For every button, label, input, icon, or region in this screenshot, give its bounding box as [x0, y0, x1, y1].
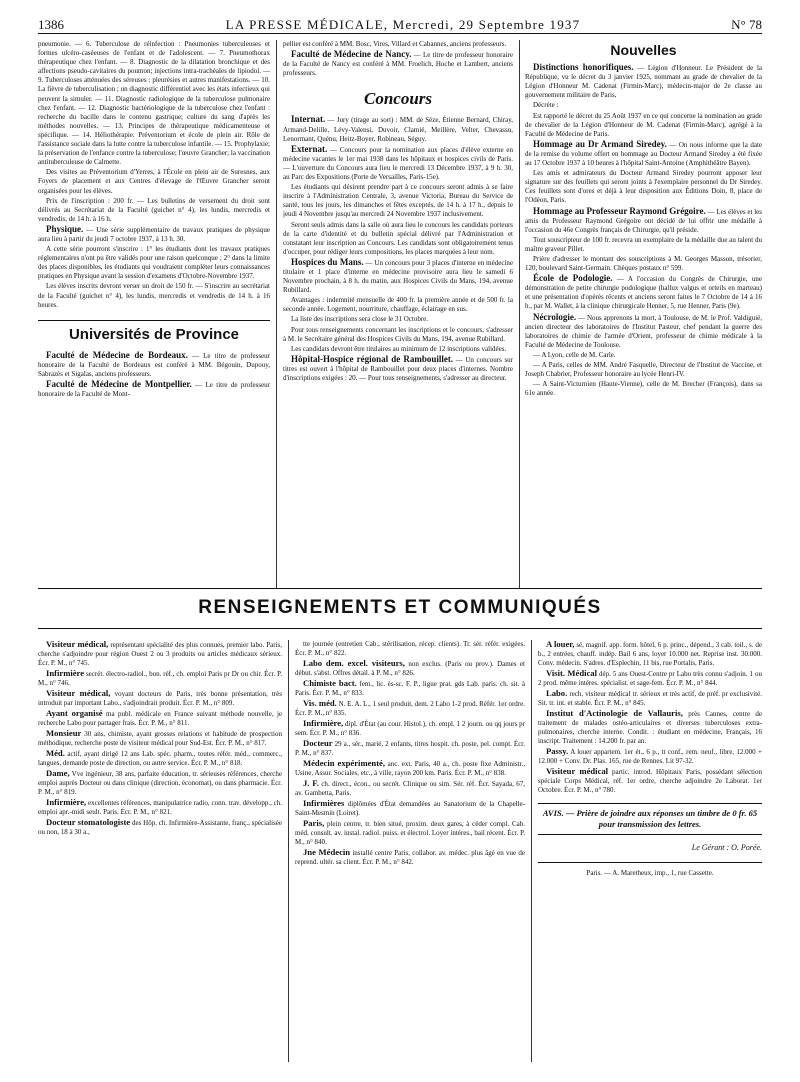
- issue-number: N° 78: [731, 17, 762, 32]
- classified-ad: [38, 729, 282, 748]
- ad-text: 30 ans, chimiste, ayant grosses relations et habitude de prospection méthodique, recherche poste de visiteur médical pour Sud-Est. Écr. P. M., n° 817.: [38, 730, 282, 747]
- section-title: Nécrologie.: [533, 311, 577, 322]
- section-title: Hôpital-Hospice régional de Rambouillet.: [291, 353, 454, 364]
- paragraph: Tout souscripteur de 100 fr. recevra un exemplaire de la médaille due au talent du maître graveur Pillet.: [525, 235, 762, 253]
- paragraph: — A Saint-Victurnien (Haute-Vienne), celle de M. Brecher (François), dans sa 61e année.: [525, 380, 762, 398]
- section-text: — Un concours sur titres est ouvert à l'hôpital de Rambouillet pour deux places d'internes. Nombre d'inscriptions exigées : 20. — Pour tous renseignements, s'adresser au directeur.: [283, 355, 513, 382]
- ad-title: Vis. méd.: [303, 698, 337, 708]
- ad-text: plein centre, tr. bien situé, proxim. deux gares, à céder compl. Cab. méd. consult. av. instal. radiol. puiss. et électrol. Loyer intéres., bail récent. Écr. P. M., n° 840.: [295, 820, 525, 846]
- ad-title: Infirmière,: [46, 797, 87, 807]
- section-rule: [38, 588, 762, 589]
- section-text: — Les élèves et les amis du Professeur Raymond Grégoire ont décidé de lui offrir une médaille à l'occasion du 46e Congrès français de Chirurgie, qu'il préside.: [525, 207, 762, 234]
- paragraph: pneumonie. — 6. Tuberculose de réinfection : Pneumonies tuberculeuses et formes ulcéro-caséeuses de l'enfant et de l'adolescent. — 7. Pneumothorax thérapeutique chez l'enfant. — 8. Diagnostic de la dilatation bronchique et des affections pseudo-cavitaires du poumon; injections intra-trachéales de lipiodol. — 9. Tuberculoses atténuées des séreuses : pleurésies et autres manifestations. — 10. La fièvre de tuberculisation ; un diagnostic différentiel avec les états infectieux qui peuvent la simuler. — 11. Diagnostic radiologique de la tuberculose pulmonaire chez l'enfant. — 12. Diagnostic bactériologique de la tuberculose chez l'enfant : recherche du bacille dans le contenu gastrique; culture du sang d'après les méthodes nouvelles. — 13. Principes de thérapeutique médicamenteuse et spécifique. — 14. Héliothérapie. Préventorium et école de plein air. Rôle de l'assistance sociale dans la lutte contre la tuberculose infantile. — 15. Prophylaxie; la préservation de l'enfance contre la tuberculose; l'œuvre Grancher; la vaccination antituberculeuse de Calmette.: [38, 40, 270, 167]
- ad-text: A louer appartem. 1er ét., 6 p., tt conf., rem. neuf., libre, 12.000 + 12.000 + Conv. Dr. Plas. 165, rue de Rennes. Lit 97-32.: [538, 748, 762, 765]
- section-text: — Concours pour la nomination aux places d'élève externe en médecine vacantes le 1er mai 1938 dans les hôpitaux et hospices civils de Paris. — L'ouverture du Concours aura lieu le mercredi 13 Décembre 1937, à 9 h. 30, au Parc des Expositions (Porte de Versailles, Paris-15e).: [283, 145, 513, 182]
- classified-ad: [538, 689, 762, 708]
- column-3: [525, 40, 762, 590]
- paragraph: Pour tous renseignements concernant les inscriptions et le concours, s'adresser à M. le Secrétaire général des Hospices Civils du Mans, 194, avenue Rubillard.: [283, 325, 513, 343]
- ad-text: actif, ayant dirigé 12 ans Lab. spéc. pharm., toutes référ. méd., commerc., langues, demande poste de direction, ou autre service. Écr. P. M., n° 818.: [38, 750, 282, 767]
- paragraph: Les élèves inscrits devront verser un droit de 150 fr. — S'inscrire au secrétariat de la Faculté (guichet n° 4), les lundis, mercredis et vendredis de 14 h. à 16 heures.: [38, 282, 270, 309]
- classified-ad: [38, 769, 282, 797]
- section-distinctions: [525, 63, 762, 100]
- ad-text: Vve ingénieur, 38 ans, parfaite éducation, tr. sérieuses références, cherche emploi auprès Docteur ou dans clinique (direction, économat), ou dans pharmacie. Écr. P. M., n° 819.: [38, 770, 282, 796]
- page-header: [38, 15, 762, 34]
- paragraph: Avantages : indemnité mensuelle de 400 fr. la première année et de 500 fr. la seconde année. Logement, nourriture, chauffage, éclairage en sus.: [283, 296, 513, 314]
- classified-ad: [538, 640, 762, 668]
- section-title: Externat.: [291, 143, 328, 154]
- ad-title: Visiteur médical,: [46, 640, 109, 649]
- section-necrologie: [525, 313, 762, 350]
- section-montpellier: [38, 380, 270, 399]
- ad-text: sé, magnif. app. form. hôtel, 6 p. princ., dépend., 3 cab. toil., s. de b., 2 entrées, chauff. indép. Bail 6 ans, loyer 10.000 net. Reprise inst. 30.000. Conv. médecin. S'adres. d'Esplechin, 11 bis, rue Portalis, Paris.: [538, 641, 762, 667]
- ad-title: Passy.: [546, 746, 569, 756]
- classified-ad: [295, 759, 525, 778]
- section-text: — Le titre de professeur honoraire de la Faculté de Nancy est conféré à MM. Froelich, Hoche et Lambert, anciens professeurs.: [283, 51, 513, 78]
- section-text: — Une série supplémentaire de travaux pratiques de physique aura lieu à partir du jeudi 7 octobre 1937, à 13 h. 30.: [38, 225, 270, 243]
- ad-title: Labo.: [546, 688, 568, 698]
- column-divider: [276, 40, 277, 588]
- ad-title: A louer,: [546, 640, 575, 649]
- classified-ad: [38, 818, 282, 837]
- classified-ad: [295, 819, 525, 847]
- classified-ad: [295, 659, 525, 678]
- paragraph: La liste des inscriptions sera close le 31 Octobre.: [291, 315, 429, 324]
- classified-ad: [295, 640, 525, 658]
- classified-ad: [38, 640, 282, 668]
- concours-heading: Concours: [363, 89, 433, 109]
- ad-title: Institut d'Actinologie de Vallauris,: [546, 708, 683, 718]
- ad-title: Chimiste bact.: [303, 678, 357, 688]
- avis-notice: AVIS. — Prière de joindre aux réponses un timbre de 0 fr. 65 pour transmission des lettres.: [538, 803, 762, 835]
- section-title: Hommage au Professeur Raymond Grégoire.: [533, 205, 706, 216]
- paragraph: — A Lyon, celle de M. Carle.: [533, 350, 616, 359]
- paragraph: A cette série pourront s'inscrire : 1° les étudiants dont les travaux pratiques réglementaires n'ont pu être validés pour une raison quelconque ; 2° dans la limite des places disponibles, les étudiants qui voudraient compléter leurs connaissances pratiques en Physique avant la session d'examens d'Octobre-Novembre 1937.: [38, 245, 270, 281]
- classified-ad: [38, 689, 282, 708]
- section-text: — Le titre de professeur honoraire de la Faculté de Bordeaux est conféré à MM. Bégouin, Dupouy, Sabrazès et Sigalas, anciens professeurs.: [38, 351, 270, 378]
- classified-ad: [38, 709, 282, 728]
- ad-text: tte journée (entretien Cab., stérilisation, récep. clients). Tr. sér. référ. exigées. Écr. P. M., n° 822.: [295, 640, 525, 657]
- ad-text: ch. direct., écon., ou secrét. Clinique ou sim. Sér. réf. Écr. Sayada, 67, av. Gambetta, Paris.: [295, 780, 525, 797]
- section-title: Hospices du Mans.: [291, 256, 364, 267]
- classified-ad: [38, 798, 282, 817]
- classified-ad: [295, 679, 525, 698]
- column-1: [38, 40, 270, 590]
- classified-ad: [38, 669, 282, 688]
- section-title: Faculté de Médecine de Bordeaux.: [46, 349, 188, 360]
- ad-title: Visiteur médical: [546, 766, 609, 776]
- ad-title: Dame,: [46, 768, 70, 778]
- section-nancy: [283, 50, 513, 78]
- ads-column-3: [538, 640, 762, 1070]
- ad-title: Docteur: [303, 738, 333, 748]
- column-divider: [531, 640, 532, 1062]
- page-number: 1386: [38, 17, 64, 32]
- section-title: Internat.: [291, 114, 326, 125]
- universites-heading: Universités de Province: [38, 320, 270, 339]
- ad-text: 29 a., sér., marié, 2 enfants, titres hospit. ch. poste, pel. compt. Écr. P. M., n° 837.: [295, 740, 525, 757]
- paragraph: Les étudiants qui désirent prendre part à ce concours seront admis à se faire inscrire à l'Administration Centrale, 3, avenue Victoria, Bureau du Service de santé, tous les jours, les dimanches et fêtes exceptés, de 14 h. à 17 h., depuis le jeudi 4 Novembre jusqu'au mercredi 24 Novembre 1937 inclusivement.: [283, 183, 513, 219]
- section-title: Hommage au Dr Armand Siredey.: [533, 138, 667, 149]
- section-physique: [38, 225, 270, 244]
- ad-title: Infirmière: [46, 668, 85, 678]
- section-gregoire: [525, 207, 762, 235]
- ad-title: Paris,: [303, 818, 325, 828]
- ad-title: J. F.: [303, 778, 319, 788]
- ad-text: excellentes références, manipulatrice radio, conn. trav. développ., ch. emploi apr.-midi seult. Paris. Écr. P. M., n° 821.: [38, 799, 282, 816]
- ad-text: près Cannes, centre de traitement de malades ostéo-articulaires et diverses tuberculoses extra-pulmonaires, cherche interne. Condit. : étudiant en médecine, Français, 16 inscript. Traitement : 14.200 fr. par an.: [538, 710, 762, 745]
- classified-ad: [295, 739, 525, 758]
- ad-title: Visiteur médical,: [46, 688, 111, 698]
- section-title: Physique.: [46, 223, 84, 234]
- paragraph: pellier est conféré à MM. Bosc, Vires, Villard et Cabannes, anciens professeurs.: [283, 40, 507, 48]
- ad-text: installé centre Paris, collabor. av. médec. plus âgé en vue de reprend. ultér. sa client. Écr. P. M., n° 842.: [295, 849, 525, 866]
- nouvelles-heading: Nouvelles: [610, 42, 677, 58]
- column-divider: [288, 640, 289, 1062]
- classified-ad: [295, 779, 525, 798]
- classified-ad: [295, 848, 525, 867]
- classified-ad: [295, 719, 525, 738]
- ad-title: Monsieur: [46, 728, 82, 738]
- paragraph: Décrète :: [533, 101, 559, 110]
- ads-column-1: [38, 640, 282, 1070]
- section-rambouillet: [283, 355, 513, 383]
- section-externat: [283, 145, 513, 182]
- ad-text: représentant spécialité des plus connues, premier labo. Paris, cherche s'adjoindre pour région Ouest 2 ou 3 produits ou articles médicaux sérieux. Écr. P. M., n° 745.: [38, 641, 282, 667]
- ad-text: ma publ. médicale en France suivant méthode nouvelle, je recherche Labo pour partager frais. Écr. P. M., n° 811.: [38, 710, 282, 727]
- section-mans: [283, 258, 513, 295]
- ads-list: [538, 640, 762, 795]
- paragraph: — A Paris, celles de MM. André Fasquelle, Directeur de l'Institut de Vaccine, et Joseph Chabrier, Professeur honoraire au lycée Henri-IV.: [525, 361, 762, 379]
- paragraph: Des visites au Préventorium d'Yerres, à l'École en plein air de Suresnes, aux Foyers de placement et aux Centres d'élevage de l'Œuvre Grancher seront organisées pour les élèves.: [38, 168, 270, 195]
- paragraph: Seront seuls admis dans la salle où aura lieu le concours les candidats porteurs de la carte d'identité et du bulletin spécial délivré par l'Administration et constatant leur inscription au Concours. Les candidats sont obligatoirement tenus d'occuper, pour rédiger leurs compositions, les places marquées à leur nom.: [283, 220, 513, 256]
- column-divider: [519, 40, 520, 588]
- section-siredey: [525, 140, 762, 168]
- ad-title: Visit. Médical: [546, 668, 597, 678]
- classified-ad: [38, 749, 282, 768]
- section-internat: [283, 115, 513, 143]
- ad-title: Ayant organisé: [46, 708, 103, 718]
- section-text: — Le titre de professeur honoraire de la Faculté de Mont-: [38, 381, 270, 399]
- ad-text: non exclus. (Paris ou prov.). Dames et début. s'abst. Offres détail. à P. M., n° 826.: [295, 660, 525, 677]
- ad-title: Infirmières: [303, 798, 345, 808]
- section-text: — Jury (tirage au sort) : MM. de Sèze, Étienne Bernard, Chiray, Armand-Delille, Lévy-Valensi, Duvoir, Clamié, Meillère, Velter, Chevassu, Lenormant, Quénu, Heitz-Boyer, Robineau, Séguy.: [283, 116, 513, 143]
- paragraph: Les amis et admirateurs du Docteur Armand Siredey pourront apposer leur signature sur des feuillets qui seront joints à l'exemplaire personnel du Dr Siredey. Ces feuillets sont d'ores et déjà à leur disposition aux Éditions Doin, 8, place de l'Odéon, Paris.: [525, 169, 762, 205]
- section-text: — Un concours pour 3 places d'interne en médecine titulaire et 1 place d'interne en médecine provisoire aura lieu le samedi 6 Novembre prochain, à 8 h. du matin, aux Hospices Civils du Mans, 194, avenue Rubillard.: [283, 258, 513, 295]
- ad-text: rech. visiteur médical tr. sérieux et très actif, de préf. pr exclusivité. Sit. tr. int. et stable. Écr. P. M., n° 845.: [538, 690, 762, 707]
- ad-title: Méd.: [46, 748, 65, 758]
- ad-text: secrét. électro-radiol., bon. réf., ch. emploi Paris pr Dr ou chir. Écr. P. M., n° 746.: [38, 670, 282, 687]
- classified-ad: [538, 669, 762, 688]
- section-text: — On nous informe que la date de la remise du volume offert en hommage au Docteur Armand Siredey a été fixée au 17 Octobre 1937 à 10 heures à l'hôpital Saint-Antoine (Amphithéâtre Bayen).: [525, 140, 762, 168]
- ad-text: dipl. d'État (au cour. Histol.), ch. empl. 1 2 journ. ou qq jours pr sem. Écr. P. M., n° 836.: [295, 720, 525, 737]
- paragraph: Prix de l'inscription : 200 fr. — Les bulletins de versement du droit sont délivrés au Secrétariat de la Faculté (guichet n° 4), les lundis, mercredis et vendredis, de 14 h. à 16 h.: [38, 196, 270, 223]
- section-text: — Légion d'Honneur. Le Président de la République, vu le décret du 3 janvier 1925, nommant au grade de chevalier de la Légion d'Honneur M. Cadenat (Firmin-Marc), médecin-major de 2e classe au gouvernement militaire de Paris,: [525, 64, 762, 100]
- section-text: — Nous apprenons la mort, à Toulouse, de M. le Prof. Valdiguié, ancien directeur des laboratoires de l'Institut Pasteur, chef pendant la guerre des laboratoires de chimie de l'armée d'Orient, professeur de chimie médicale à la Faculté de Médecine de Toulouse.: [525, 313, 762, 349]
- ad-text: fem., lic. ès-sc. F. P., ligue prat. gds Lab. paris. ch. sit. à Paris. Écr. P. M., n° 833.: [295, 680, 525, 697]
- ad-text: N. E. A. L., 1 seul produit, dem. 2 Labo 1-2 prod. Référ. 1er ordre. Écr. P. M., n° 835.: [295, 700, 525, 717]
- ad-text: des Hôp. ch. Infirmière-Assistante, franç., spécialisée ou non, 18 à 30 a.,: [38, 819, 282, 836]
- section-title: Faculté de Médecine de Nancy.: [291, 49, 412, 60]
- section-title: École de Podologie.: [533, 273, 613, 284]
- section-rule: [38, 628, 762, 629]
- ad-text: dép. 5 ans Ouest-Centre pr Labo très connu s'adjoin. 1 ou 2 prod. même intéres. spécialist. et sage-fem. Écr. P. M., n° 844.: [538, 670, 762, 687]
- paragraph: Les candidats devront être titulaires au minimum de 12 inscriptions validées.: [291, 344, 507, 353]
- printer-line: Paris. — A. Maretheux, imp., 1, rue Cassette.: [538, 862, 762, 878]
- ad-title: Médecin expérimenté,: [303, 758, 386, 768]
- ads-column-2: [295, 640, 525, 1070]
- renseignements-heading: RENSEIGNEMENTS ET COMMUNIQUÉS: [198, 597, 602, 618]
- paragraph: Est rapporté le décret du 25 Août 1937 en ce qui concerne la nomination au grade de chevalier de la Légion d'Honneur de M. Cadenat (Firmin-Marc), agrégé à la Faculté de Médecine de Paris.: [525, 111, 762, 138]
- section-bordeaux: [38, 351, 270, 379]
- paragraph: Prière d'adresser le montant des souscriptions à M. Georges Masson, trésorier, 120, boulevard Saint-Germain. Chèques postaux n° 599.: [525, 254, 762, 273]
- section-podologie: [525, 274, 762, 311]
- ad-text: voyant docteurs de Paris, très bonne présentation, très introduit par important Labo., s'adjoindrait produit. Écr. P. M., n° 809.: [38, 690, 282, 707]
- classified-ad: [538, 767, 762, 795]
- ad-title: Infirmière,: [303, 718, 344, 728]
- ad-title: Labo dem. excel. visiteurs,: [303, 658, 405, 668]
- ad-text: diplômées d'État demandées au Sanatorium de la Chapelle-Saint-Mesmin (Loiret).: [295, 800, 525, 817]
- section-title: Faculté de Médecine de Montpellier.: [46, 379, 192, 390]
- classified-ad: [538, 747, 762, 766]
- ad-title: Docteur stomatologiste: [46, 817, 131, 827]
- classified-ad: [295, 799, 525, 818]
- ad-text: partic. introd. Hôpitaux Paris, possédant sélection spéciale Corps Médical, réf. 1er ordre, cherche adjoindre 2e Laborat. 1er Octobre. Écr. P. M., n° 780.: [538, 768, 762, 794]
- journal-title: LA PRESSE MÉDICALE, Mercredi, 29 Septembre 1937: [225, 17, 581, 32]
- column-2: [283, 40, 513, 590]
- ad-title: Jne Médecin: [303, 847, 351, 857]
- ad-text: anc. ext. Paris, 40 a., ch. poste fixe Administr., Usine, Assur. Sociales, etc., à ville, rayon 200 km. Paris. Écr. P. M., n° 838.: [295, 760, 525, 777]
- section-title: Distinctions honorifiques.: [533, 62, 634, 73]
- classified-ad: [538, 709, 762, 746]
- gerant-line: Le Gérant : O. Porée.: [691, 843, 762, 852]
- section-text: — A l'occasion du Congrès de Chirurgie, une démonstration de petite chirurgie podologique (hallux valgus et orteils en marteau) et une présentation d'opérés récents et anciens seront faites le 7 Octobre de 14 à 16 h., par M. Wallet, à la clinique chirurgicale Henner, 5, rue Henner, Paris (9e).: [525, 275, 762, 311]
- classified-ad: [295, 699, 525, 718]
